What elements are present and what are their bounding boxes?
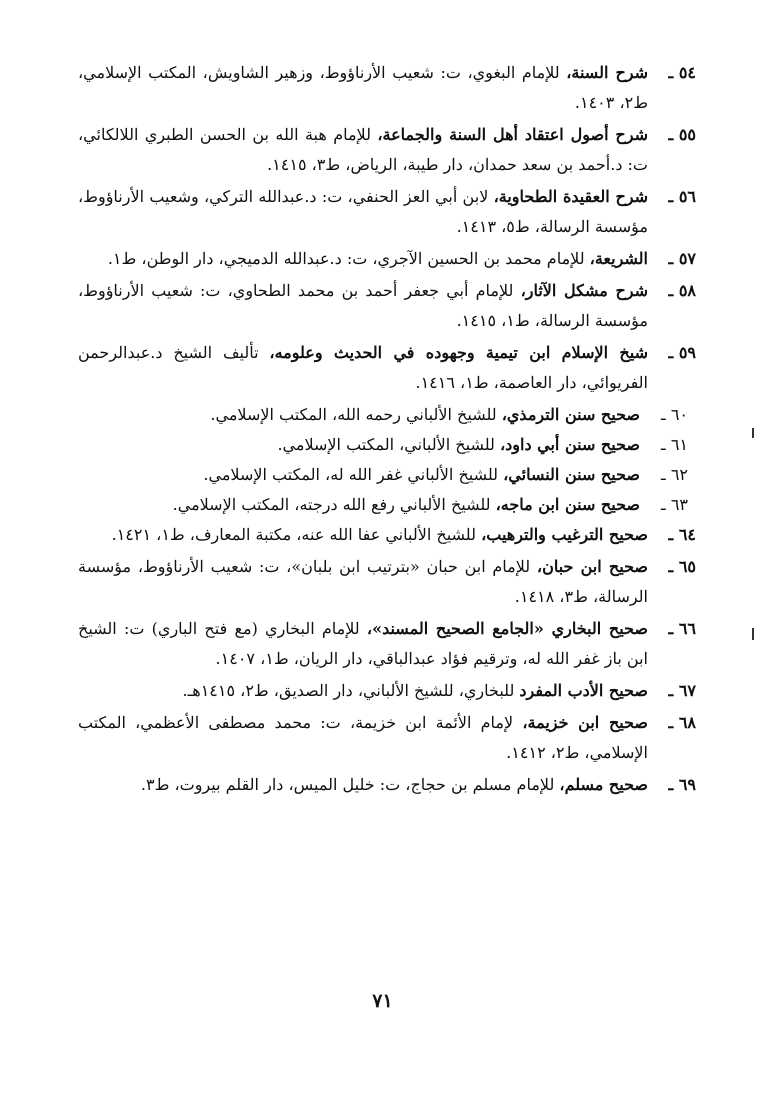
entry-details: للشيخ الألباني رحمه الله، المكتب الإسلامي. (210, 405, 502, 424)
bibliography-entry (78, 400, 688, 430)
entry-title: الشريعة، (589, 249, 648, 268)
entry-number: ٥٤ ـ (668, 63, 696, 82)
entry-details: للشيخ الألباني رفع الله درجته، المكتب الإسلامي. (172, 495, 496, 514)
entry-number: ٥٧ ـ (668, 249, 696, 268)
entry-title: صحيح ابن خزيمة، (522, 713, 649, 732)
bibliography-entry (78, 338, 696, 398)
entry-title: شرح مشكل الآثار، (520, 281, 649, 300)
bibliography-entry (78, 614, 696, 674)
entry-details: للشيخ الألباني عفا الله عنه، مكتبة المعارف، ط١، ١٤٢١. (111, 525, 482, 544)
entry-number: ٦٩ ـ (668, 775, 696, 794)
bibliography-entry (78, 770, 696, 800)
entry-title: صحيح سنن النسائي، (503, 465, 640, 484)
bibliography-entry (78, 430, 688, 460)
entry-number: ٦٧ ـ (668, 681, 696, 700)
bibliography-entry (78, 244, 696, 274)
bibliography-entry (78, 182, 696, 242)
entry-title: صحيح سنن الترمذي، (501, 405, 640, 424)
entry-details: للشيخ الألباني، المكتب الإسلامي. (277, 435, 500, 454)
entry-number: ٥٨ ـ (668, 281, 696, 300)
entry-details: للإمام البغوي، ت: شعيب الأرناؤوط، وزهير الشاويش، المكتب الإسلامي، ط٢، ١٤٠٣. (78, 63, 648, 112)
entry-number: ٥٥ ـ (668, 125, 696, 144)
bibliography-entry (78, 676, 696, 706)
entry-number: ٦٨ ـ (668, 713, 696, 732)
bibliography-entry (78, 460, 688, 490)
entry-title: صحيح ابن حبان، (536, 557, 648, 576)
entry-title: شيخ الإسلام ابن تيمية وجهوده في الحديث وعلومه، (269, 343, 648, 362)
entry-details: للإمام أبي جعفر أحمد بن محمد الطحاوي، ت: شعيب الأرناؤوط، مؤسسة الرسالة، ط١، ١٤١٥. (78, 281, 648, 330)
entry-details: لإمام الأئمة ابن خزيمة، ت: محمد مصطفى الأعظمي، المكتب الإسلامي، ط٢، ١٤١٢. (78, 713, 648, 762)
entry-details: للشيخ الألباني غفر الله له، المكتب الإسلامي. (203, 465, 504, 484)
entry-details: للبخاري، للشيخ الألباني، دار الصديق، ط٢، ١٤١٥هـ. (182, 681, 520, 700)
entry-number: ٦٢ ـ (661, 465, 688, 484)
margin-scan-mark (752, 628, 754, 640)
entry-number: ٦١ ـ (661, 435, 688, 454)
entry-title: صحيح سنن أبي داود، (499, 435, 640, 454)
entry-number: ٥٩ ـ (668, 343, 696, 362)
entry-details: تأليف الشيخ د.عبدالرحمن الفريوائي، دار العاصمة، ط١، ١٤١٦. (78, 343, 648, 392)
entry-number: ٦٤ ـ (668, 525, 696, 544)
entry-number: ٥٦ ـ (668, 187, 696, 206)
entry-title: صحيح الأدب المفرد (519, 681, 648, 700)
entry-title: صحيح سنن ابن ماجه، (495, 495, 640, 514)
entry-title: شرح السنة، (566, 63, 649, 82)
bibliography-entry (78, 120, 696, 180)
entry-number: ٦٣ ـ (661, 495, 688, 514)
entry-title: صحيح مسلم، (559, 775, 648, 794)
entry-title: شرح أصول اعتقاد أهل السنة والجماعة، (377, 125, 648, 144)
entry-number: ٦٠ ـ (661, 405, 688, 424)
entry-details: للإمام هبة الله بن الحسن الطبري اللالكائي، ت: د.أحمد بن سعد حمدان، دار طيبة، الرياض، ط٣، ١٤١٥. (78, 125, 648, 174)
bibliography-entry (78, 552, 696, 612)
bibliography-list (78, 58, 696, 802)
entry-details: للإمام ابن حبان «بترتيب ابن بلبان»، ت: شعيب الأرناؤوط، مؤسسة الرسالة، ط٣، ١٤١٨. (78, 557, 648, 606)
bibliography-entry (78, 708, 696, 768)
bibliography-entry (78, 520, 696, 550)
bibliography-entry (78, 276, 696, 336)
entry-details: للإمام البخاري (مع فتح الباري) ت: الشيخ ابن باز غفر الله له، وترقيم فؤاد عبدالباقي، دار الريان، ط١، ١٤٠٧. (78, 619, 648, 668)
bibliography-entry (78, 58, 696, 118)
entry-number: ٦٦ ـ (668, 619, 696, 638)
entry-details: للإمام محمد بن الحسين الآجري، ت: د.عبدالله الدميجي، دار الوطن، ط١. (107, 249, 590, 268)
entry-title: صحيح البخاري «الجامع الصحيح المسند»، (366, 619, 648, 638)
entry-number: ٦٥ ـ (668, 557, 696, 576)
entry-details: لابن أبي العز الحنفي، ت: د.عبدالله التركي، وشعيب الأرناؤوط، مؤسسة الرسالة، ط٥، ١٤١٣. (78, 187, 648, 236)
bibliography-entry (78, 490, 688, 520)
entry-details: للإمام مسلم بن حجاج، ت: خليل الميس، دار القلم بيروت، ط٣. (140, 775, 560, 794)
margin-scan-mark (752, 428, 754, 438)
entry-title: شرح العقيدة الطحاوية، (493, 187, 649, 206)
page-number: ٧١ (372, 990, 393, 1012)
entry-title: صحيح الترغيب والترهيب، (481, 525, 648, 544)
